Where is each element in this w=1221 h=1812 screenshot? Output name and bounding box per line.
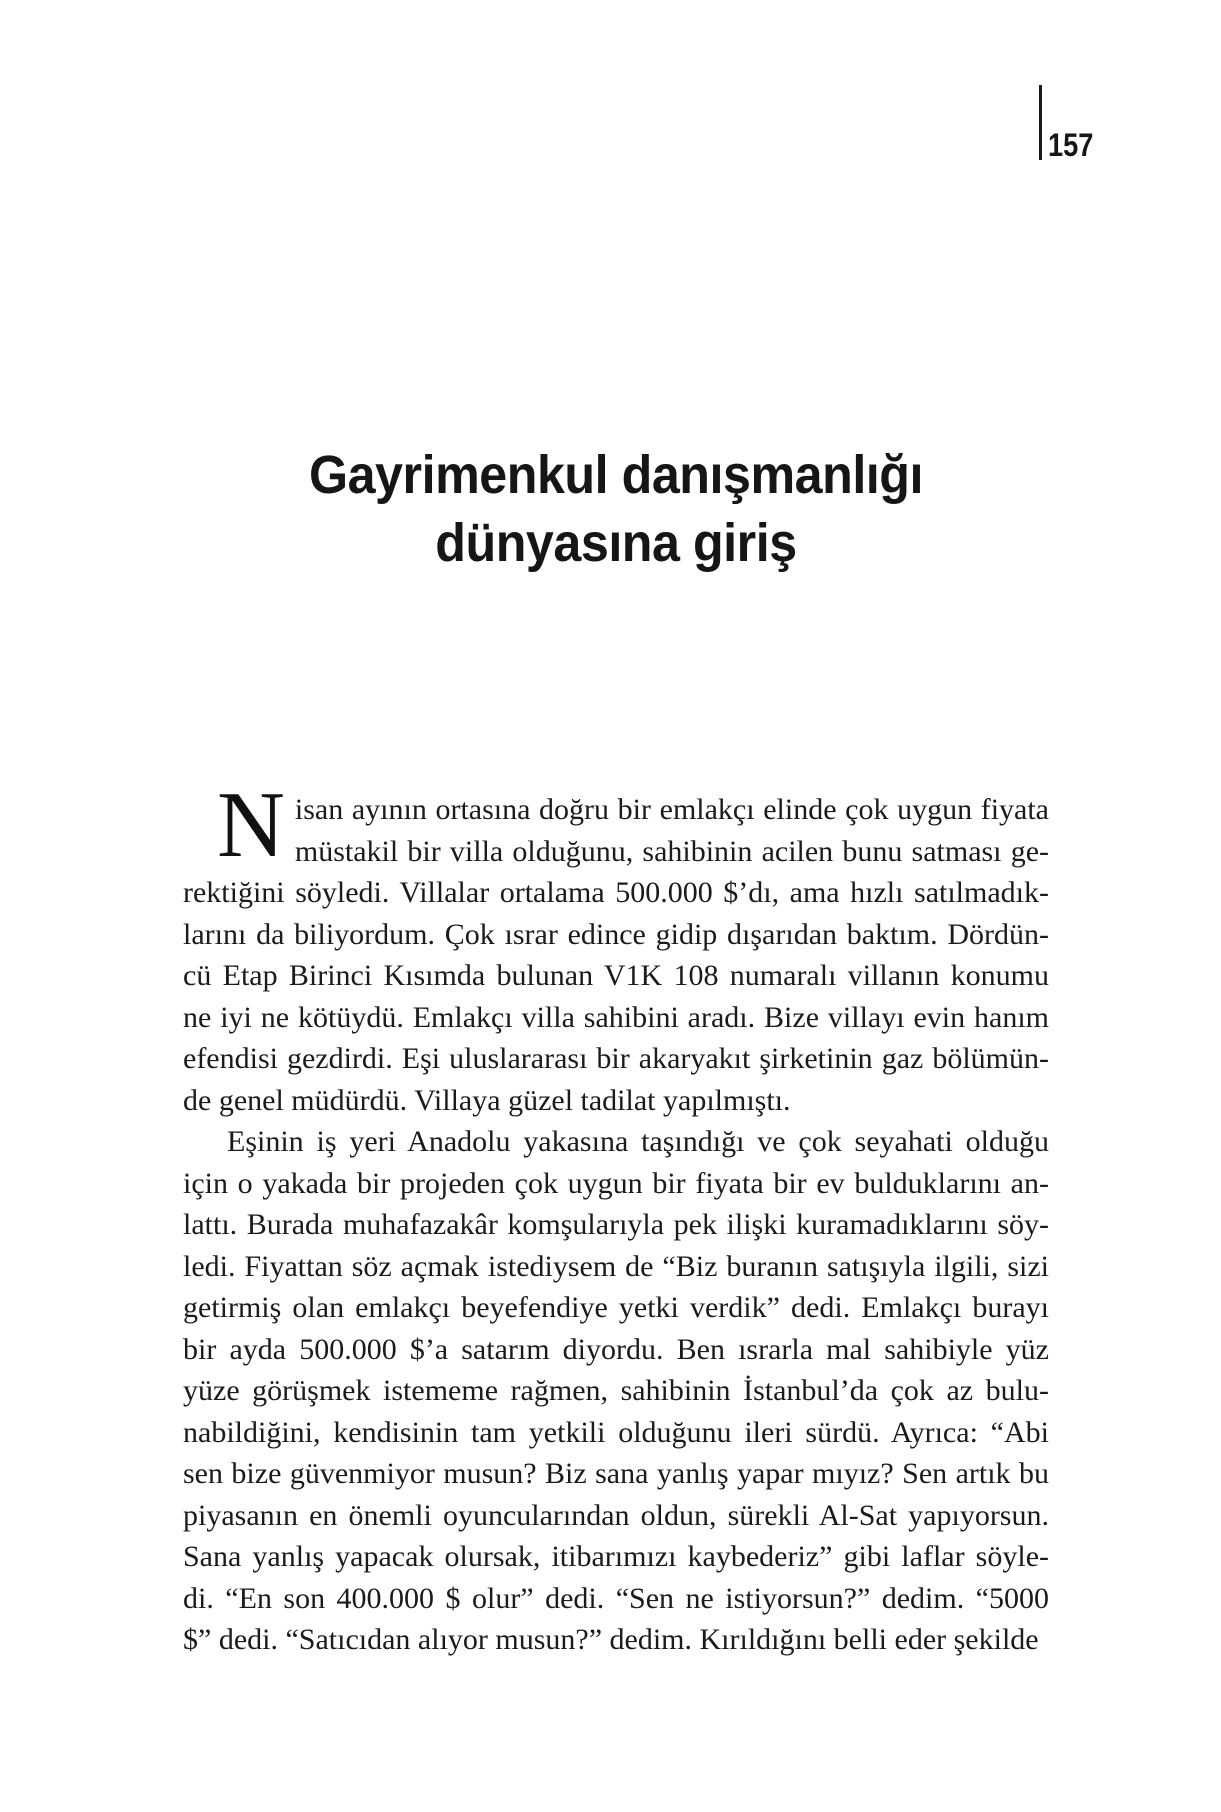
text-line: piyasanın en önemli oyuncularından oldun, sürekli Al-Sat yapıyorsun. <box>183 1498 1049 1532</box>
text-line: Eşinin iş yeri Anadolu yakasına taşındığı ve çok seyahati olduğu <box>227 1125 1049 1158</box>
text-line: sen bize güvenmiyor musun? Biz sana yanlış yapar mıyız? Sen artık bu <box>183 1457 1049 1490</box>
text-line: cü Etap Birinci Kısımda bulunan V1K 108 numaralı villanın konumu <box>183 959 1049 992</box>
text-line: getirmiş olan emlakçı beyefendiye yetki verdik” dedi. Emlakçı burayı <box>183 1291 1049 1324</box>
text-line: lattı. Burada muhafazakâr komşularıyla pek ilişki kuramadıklarını söy- <box>183 1208 1049 1241</box>
paragraph-2-lines <box>183 1121 1049 1661</box>
text-line: di. “En son 400.000 $ olur” dedi. “Sen ne istiyorsun?” dedim. “5000 <box>183 1581 1049 1615</box>
text-line: ledi. Fiyattan söz açmak istediysem de “Biz buranın satışıyla ilgili, sizi <box>183 1249 1049 1283</box>
paragraph-2 <box>183 1121 1049 1661</box>
text-line: ne iyi ne kötüydü. Emlakçı villa sahibini aradı. Bize villayı evin hanım <box>183 1000 1049 1034</box>
drop-cap: N <box>217 773 285 877</box>
text-line: müstakil bir villa olduğunu, sahibinin acilen bunu satması ge- <box>294 834 1049 868</box>
text-line: isan ayının ortasına doğru bir emlakçı elinde çok uygun fiyata <box>294 793 1049 826</box>
body-text <box>183 773 1049 1661</box>
page-number: 157 <box>1048 127 1094 163</box>
paragraph-1 <box>183 773 1049 1121</box>
text-line: rektiğini söyledi. Villalar ortalama 500.000 $’dı, ama hızlı satılmadık- <box>183 876 1049 909</box>
chapter-title-line-1: Gayrimenkul danışmanlığı <box>308 445 924 505</box>
chapter-title <box>213 441 1018 577</box>
text-line: larını da biliyordum. Çok ısrar edince gidip dışarıdan baktım. Dördün- <box>183 917 1049 951</box>
text-line: Sana yanlış yapacak olursak, itibarımızı kaybederiz” gibi laflar söyle- <box>183 1540 1049 1573</box>
text-line: yüze görüşmek istememe rağmen, sahibinin İstanbul’da çok az bulu- <box>183 1374 1049 1407</box>
page-number-rule <box>1039 85 1042 160</box>
text-line: için o yakada bir projeden çok uygun bir fiyata bir ev bulduklarını an- <box>183 1166 1049 1200</box>
text-line: efendisi gezdirdi. Eşi uluslararası bir akaryakıt şirketinin gaz bölümün- <box>183 1042 1049 1075</box>
text-line: nabildiğini, kendisinin tam yetkili olduğunu ileri sürdü. Ayrıca: “Abi <box>183 1415 1049 1449</box>
text-line: bir ayda 500.000 $’a satarım diyordu. Ben ısrarla mal sahibiyle yüz <box>183 1332 1049 1366</box>
text-line: de genel müdürdü. Villaya güzel tadilat yapılmıştı. <box>183 1083 791 1117</box>
text-line: $” dedi. “Satıcıdan alıyor musun?” dedim. Kırıldığını belli eder şekilde <box>183 1623 1039 1656</box>
paragraph-1-lines <box>183 773 1049 1121</box>
chapter-title-line-2: dünyasına giriş <box>435 513 797 573</box>
